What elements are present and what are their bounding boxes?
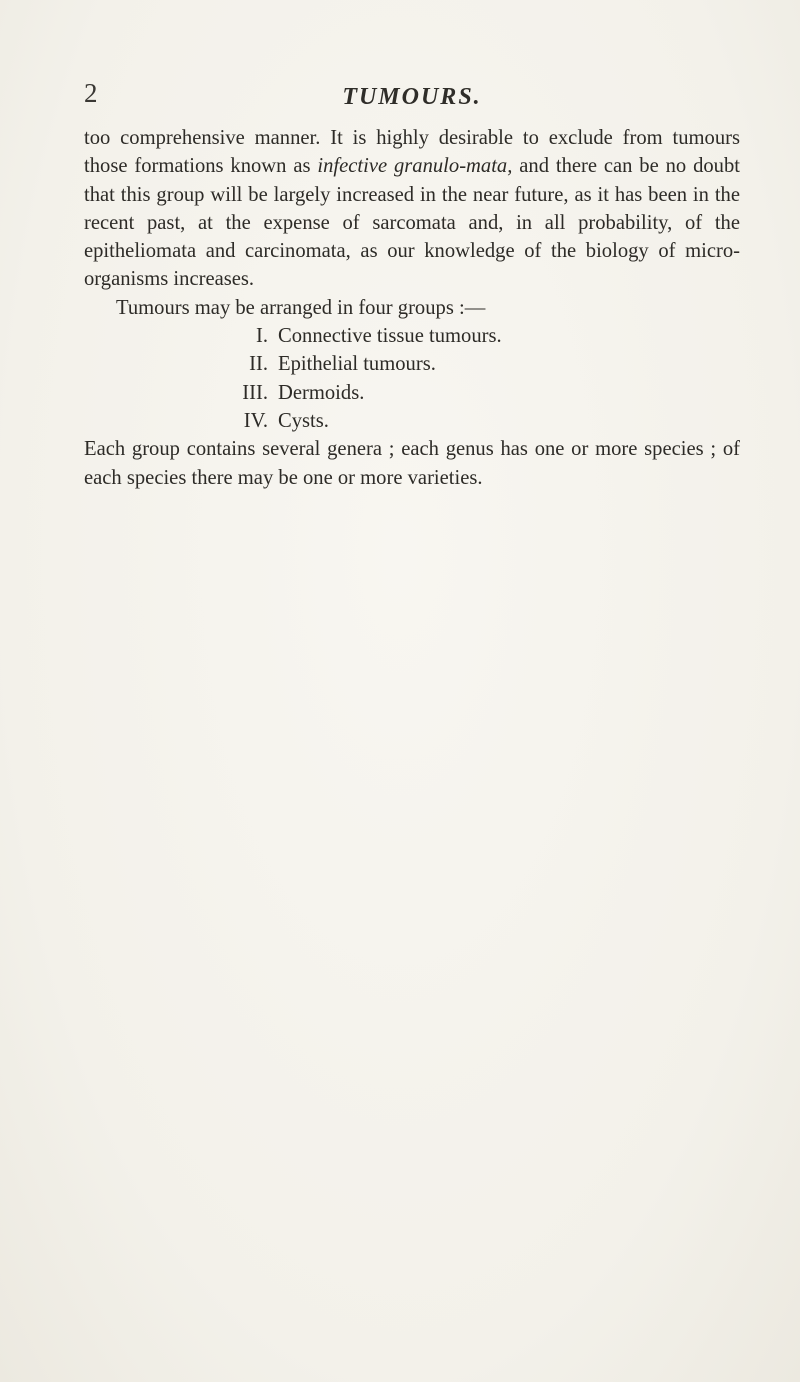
page-header [84,78,740,114]
list-item-label: Epithelial tumours. [278,353,436,376]
list-item-numeral: IV. [243,409,268,432]
paragraph-intro-end: and there can be no doubt that this group will be largely increased in the near future, as it has been in the recent past, at the expense of sarcomata and, in all probability, of the epitheliomata and carcinomata, as our knowledge of the biology of micro-organisms increases. [84,155,740,291]
list-item [84,322,740,350]
list-item-label: Connective tissue tumours. [278,325,502,348]
paragraph-groups-intro: Tumours may be arranged in four groups :— [116,296,486,319]
list-item [84,407,740,435]
paragraph-intro-start: too comprehensive manner. It is highly desirable to exclude from tumours those formations known as [84,127,740,178]
group-list [84,322,740,435]
list-item-numeral: III. [242,381,268,404]
list-item-label: Cysts. [278,409,329,432]
list-item-numeral: II. [249,353,268,376]
paragraph-classification: Each group contains several genera ; each genus has one or more species ; of each species there may be one or more varieties. [84,438,740,489]
body-text [84,124,740,492]
list-item [84,350,740,378]
italic-term: infective granulo-mata, [317,155,513,178]
list-item-numeral: I. [255,325,268,348]
list-item [84,379,740,407]
page-number: 2 [84,78,98,108]
list-item-label: Dermoids. [278,381,365,404]
running-head: TUMOURS. [342,84,482,110]
paragraph-intro [84,124,740,294]
